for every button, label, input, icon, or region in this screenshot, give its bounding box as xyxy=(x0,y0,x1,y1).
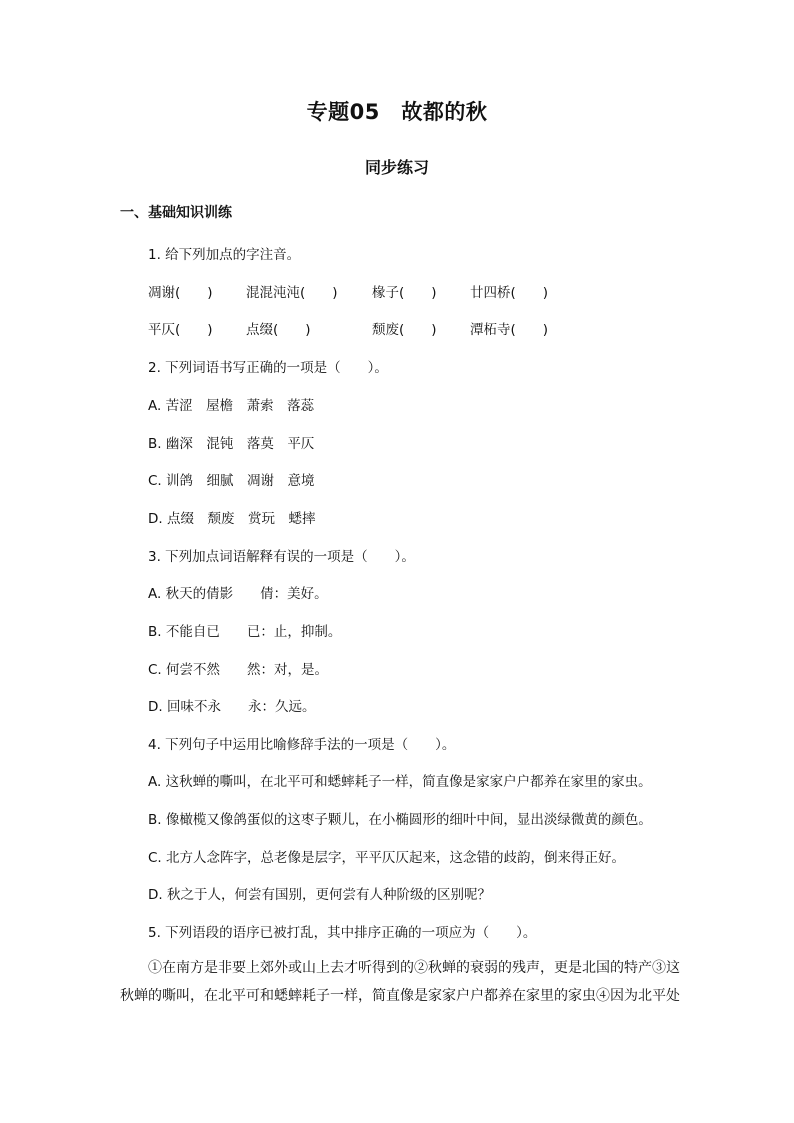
q2-option-c: C. 训鸽 细腻 凋谢 意境 xyxy=(148,473,315,489)
q2-option-d: D. 点缀 颓废 赏玩 蟋摔 xyxy=(148,511,316,527)
q1-item: 廿四桥( ) xyxy=(470,285,549,301)
q1-item: 平仄( ) xyxy=(148,322,213,338)
section-heading: 一、基础知识训练 xyxy=(120,205,232,221)
question-2-stem: 2. 下列词语书写正确的一项是（ ）。 xyxy=(148,360,388,376)
q3-option-b: B. 不能自已 已：止，抑制。 xyxy=(148,624,342,640)
q1-item: 椽子( ) xyxy=(372,285,437,301)
q3-option-c: C. 何尝不然 然：对，是。 xyxy=(148,662,329,678)
q1-item: 混混沌沌( ) xyxy=(246,285,338,301)
page-subtitle: 同步练习 xyxy=(364,158,429,177)
question-3-stem: 3. 下列加点词语解释有误的一项是（ ）。 xyxy=(148,549,415,565)
q4-option-b: B. 像橄榄又像鸽蛋似的这枣子颗儿，在小椭圆形的细叶中间，显出淡绿微黄的颜色。 xyxy=(148,812,652,828)
question-5-stem: 5. 下列语段的语序已被打乱，其中排序正确的一项应为（ ）。 xyxy=(148,925,537,941)
q5-passage: ①在南方是非要上郊外或山上去才听得到的②秋蝉的衰弱的残声，更是北国的特产③这秋蝉的嘶叫，在北平可和蟋蟀耗子一样，简直像是家家户户都养在家里的家虫④因为北平处 xyxy=(120,960,680,1004)
q4-option-a: A. 这秋蝉的嘶叫，在北平可和蟋蟀耗子一样，简直像是家家户户都养在家里的家虫。 xyxy=(148,774,652,790)
question-1-stem: 1. 给下列加点的字注音。 xyxy=(148,247,301,263)
q2-option-b: B. 幽深 混钝 落莫 平仄 xyxy=(148,436,315,452)
q1-item: 潭柘寺( ) xyxy=(470,322,549,338)
q2-option-a: A. 苦涩 屋檐 萧索 落蕊 xyxy=(148,398,315,414)
q3-option-a: A. 秋天的倩影 倩：美好。 xyxy=(148,586,328,602)
q1-item: 点缀( ) xyxy=(246,322,311,338)
page-title: 专题05 故都的秋 xyxy=(306,100,488,124)
q1-item: 凋谢( ) xyxy=(148,285,213,301)
q4-option-d: D. 秋之于人，何尝有国别，更何尝有人种阶级的区别呢？ xyxy=(148,887,491,903)
q3-option-d: D. 回味不永 永：久远。 xyxy=(148,699,316,715)
question-4-stem: 4. 下列句子中运用比喻修辞手法的一项是（ ）。 xyxy=(148,737,456,753)
q1-item: 颓废( ) xyxy=(372,322,437,338)
q4-option-c: C. 北方人念阵字，总老像是层字，平平仄仄起来，这念错的歧韵，倒来得正好。 xyxy=(148,850,626,866)
